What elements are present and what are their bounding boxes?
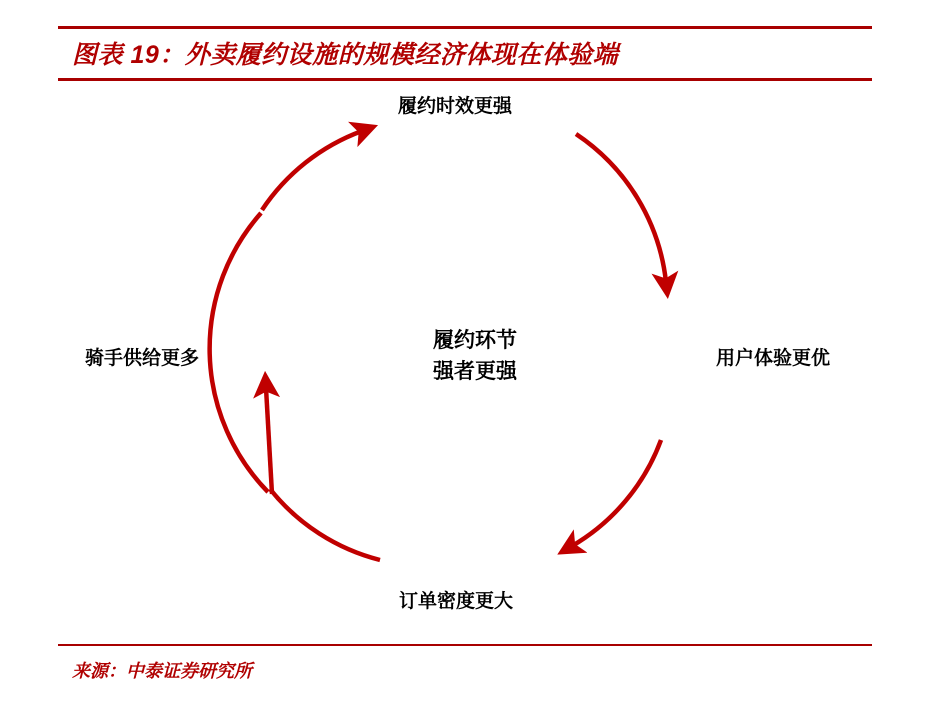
arrow-right-to-bottom: [572, 440, 661, 546]
arrow-left-to-top: [262, 131, 362, 210]
arrow-bottom-to-left: [266, 388, 272, 494]
cycle-center-label: [389, 325, 561, 387]
title-rule-bottom: [58, 78, 872, 81]
page-title: 图表 19：外卖履约设施的规模经济体现在体验端: [72, 41, 619, 69]
cycle-node-right: 用户体验更优: [716, 348, 831, 369]
arc-bottom-left: [210, 213, 268, 492]
cycle-node-left: 骑手供给更多: [85, 348, 200, 369]
arc-bottom-arc: [270, 489, 380, 560]
cycle-node-bottom: 订单密度更大: [399, 591, 514, 612]
title-rule-top: [58, 26, 872, 29]
cycle-node-top: 履约时效更强: [398, 96, 513, 117]
arrow-top-to-right: [576, 134, 666, 282]
footer-rule: [58, 644, 872, 646]
cycle-diagram: [0, 82, 930, 632]
center-line-2: 强者更强: [433, 360, 517, 383]
source-note: 来源：中泰证券研究所: [72, 661, 252, 681]
center-line-1: 履约环节: [433, 329, 517, 352]
